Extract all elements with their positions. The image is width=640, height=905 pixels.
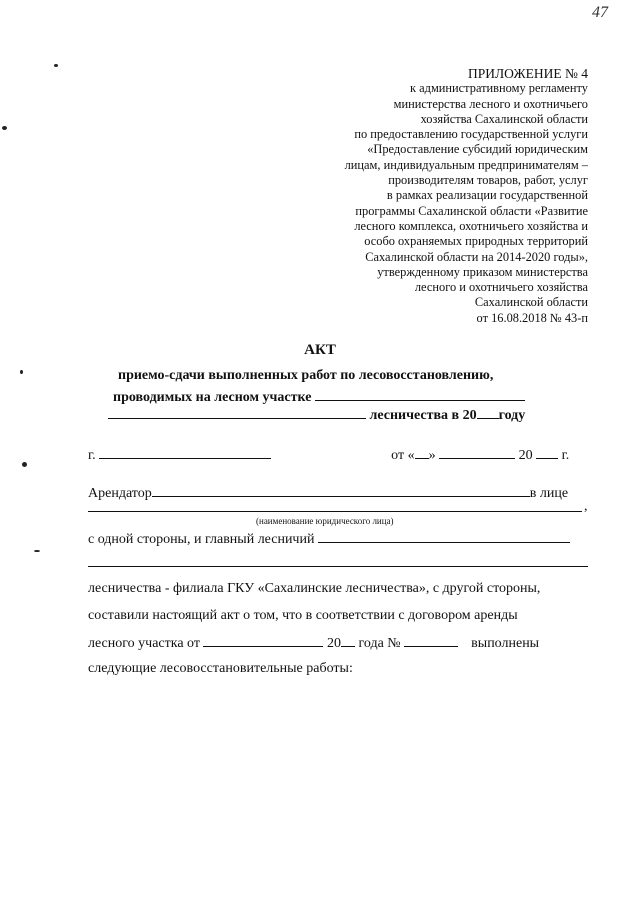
city-blank[interactable] [99,446,271,459]
tenant-blank[interactable] [152,484,530,497]
subtitle-text: лесничества в 20 [369,408,477,423]
appendix-line: ПРИЛОЖЕНИЕ № 4 [467,66,588,81]
date-from: от « [391,448,415,463]
act-year-blank[interactable] [477,406,499,419]
appendix-line: в рамках реализации государственной [386,188,588,203]
completed-text: выполнены [471,636,540,651]
plot-from: лесного участка от [88,636,200,651]
month-blank[interactable] [439,446,515,459]
date-year-suffix: г. [561,448,570,463]
forestry-row [88,581,588,597]
scan-speck [22,462,27,467]
forestry-text: лесничества - филиала ГКУ «Сахалинские лесничества», с другой стороны, [88,581,541,596]
chief-forester-blank[interactable] [318,530,570,543]
appendix-line: «Предоставление субсидий юридическим [367,142,588,157]
contract-date-blank[interactable] [203,634,323,647]
works-row [88,661,588,677]
subtitle-text: году [498,408,526,423]
appendix-line: особо охраняемых природных территорий [364,234,588,249]
plot-row [88,634,588,652]
plot-year: 20 [326,636,341,651]
appendix-line: лицам, индивидуальным предпринимателям – [344,157,588,172]
chief-forester-line-2[interactable] [88,566,588,567]
subtitle-text: приемо-сдачи выполненных работ по лесовосстановлению, [118,368,494,383]
appendix-line: министерства лесного и охотничьего [393,96,588,111]
scan-speck [34,550,40,552]
works-text: следующие лесовосстановительные работы: [88,661,353,676]
appendix-line: лесного и охотничьего хозяйства [414,280,588,295]
appendix-line: хозяйства Сахалинской области [420,111,588,126]
appendix-line: программы Сахалинской области «Развитие [355,203,588,218]
act-subtitle-line-2 [113,388,593,406]
date-quote: » [428,448,436,463]
tenant-caption: (наименование юридического лица) [256,516,394,526]
plot-year-suffix: года № [358,636,401,651]
tenant-label: Арендатор [88,486,152,501]
year-blank[interactable] [536,446,558,459]
compiled-text: составили настоящий акт о том, что в соответствии с договором аренды [88,608,518,623]
appendix-line: Сахалинской области на 2014-2020 годы», [365,249,588,264]
page-number: 47 [592,4,608,21]
appendix-header [288,66,588,326]
appendix-line: Сахалинской области [474,295,588,310]
scan-speck [20,370,23,374]
scan-speck [54,64,58,67]
place-date-row [88,446,588,464]
forestry-name-blank[interactable] [108,406,366,419]
tenant-row [88,484,588,502]
contract-year-blank[interactable] [341,634,355,647]
appendix-line: по предоставлению государственной услуги [354,127,588,142]
date-year: 20 [518,448,533,463]
one-side-text: с одной стороны, и главный лесничий [88,532,315,547]
contract-number-blank[interactable] [404,634,458,647]
subtitle-text: проводимых на лесном участке [113,390,312,405]
act-title: АКТ [304,342,336,358]
appendix-line: от 16.08.2018 № 43-п [476,310,588,325]
one-side-row [88,530,588,548]
plot-name-blank[interactable] [315,388,525,401]
appendix-line: утвержденному приказом министерства [377,264,588,279]
tenant-comma: , [584,499,588,514]
scan-speck [2,126,7,130]
tenant-in-person: в лице [529,486,569,501]
compiled-row [88,608,588,624]
appendix-line: к административному регламенту [410,81,588,96]
city-prefix: г. [88,448,96,463]
tenant-line-2[interactable] [88,511,582,512]
appendix-line: лесного комплекса, охотничьего хозяйства и [354,218,588,233]
act-subtitle-line-3 [108,406,588,424]
act-subtitle-line-1 [118,368,598,384]
day-blank[interactable] [415,446,429,459]
appendix-line: производителям товаров, работ, услуг [388,173,588,188]
